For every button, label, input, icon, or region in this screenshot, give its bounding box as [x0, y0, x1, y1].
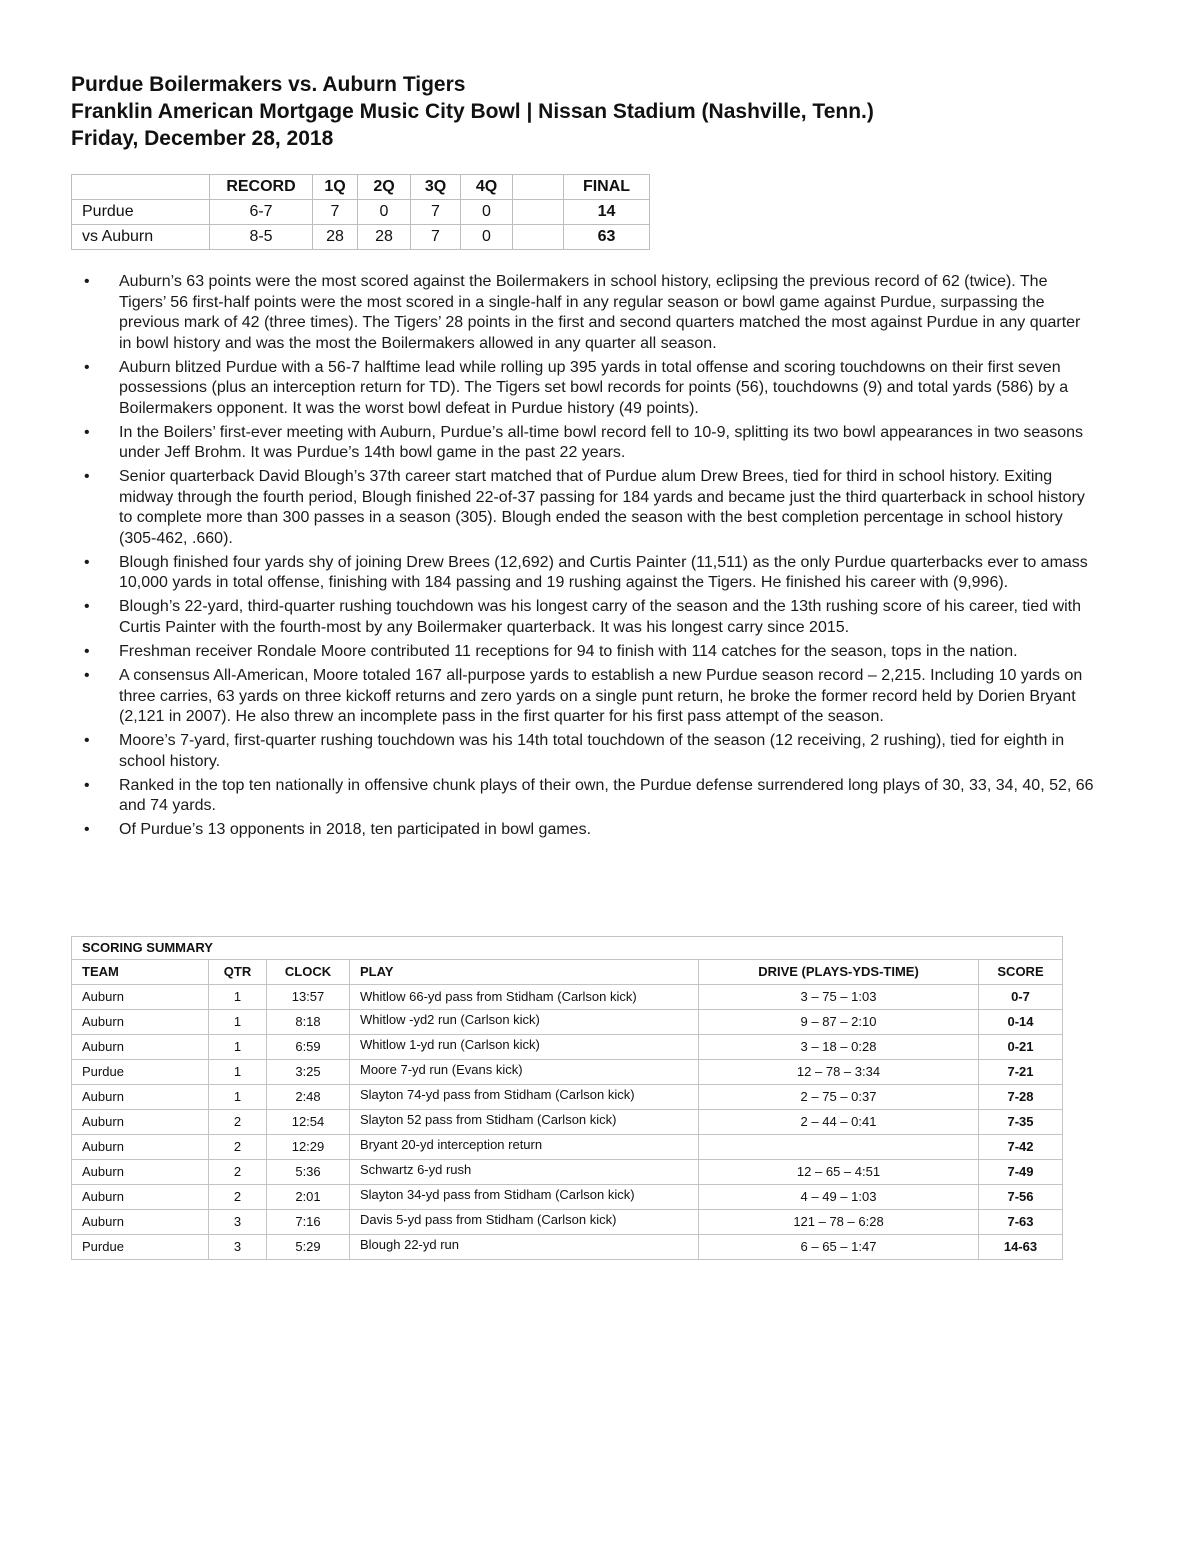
scoring-caption-row — [72, 937, 1063, 960]
scoring-play: Slayton 74-yd pass from Stidham (Carlson kick) — [350, 1085, 699, 1110]
scoring-clock: 5:36 — [267, 1160, 350, 1185]
scoring-team: Auburn — [72, 985, 209, 1010]
scoring-team: Auburn — [72, 1085, 209, 1110]
linescore-header-record: RECORD — [210, 175, 313, 200]
scoring-team: Auburn — [72, 1210, 209, 1235]
scoring-team: Auburn — [72, 1135, 209, 1160]
linescore-header-q1: 1Q — [313, 175, 358, 200]
scoring-clock: 3:25 — [267, 1060, 350, 1085]
note-item — [84, 467, 1096, 549]
table-row — [72, 1235, 1063, 1260]
scoring-drive: 9 – 87 – 2:10 — [699, 1010, 979, 1035]
scoring-play: Schwartz 6-yd rush — [350, 1160, 699, 1185]
scoring-play: Slayton 34-yd pass from Stidham (Carlson kick) — [350, 1185, 699, 1210]
scoring-drive: 4 – 49 – 1:03 — [699, 1185, 979, 1210]
scoring-qtr: 3 — [209, 1210, 267, 1235]
note-item — [84, 553, 1096, 594]
note-item — [84, 642, 1096, 663]
game-date: Friday, December 28, 2018 — [71, 127, 334, 150]
scoring-header-drive: DRIVE (PLAYS-YDS-TIME) — [699, 960, 979, 985]
note-item — [84, 272, 1096, 354]
scoring-clock: 12:54 — [267, 1110, 350, 1135]
linescore-row-auburn — [72, 225, 650, 250]
scoring-qtr: 1 — [209, 1060, 267, 1085]
scoring-clock: 5:29 — [267, 1235, 350, 1260]
note-item — [84, 423, 1096, 464]
scoring-team: Auburn — [72, 1185, 209, 1210]
table-row — [72, 1010, 1063, 1035]
linescore-header-q3: 3Q — [411, 175, 461, 200]
scoring-qtr: 1 — [209, 1010, 267, 1035]
linescore-q2: 0 — [358, 200, 411, 225]
bullet-icon: • — [84, 776, 90, 794]
scoring-score: 14-63 — [979, 1235, 1063, 1260]
scoring-team: Purdue — [72, 1235, 209, 1260]
scoring-header-play: PLAY — [350, 960, 699, 985]
scoring-clock: 6:59 — [267, 1035, 350, 1060]
bullet-icon: • — [84, 821, 90, 839]
scoring-clock: 12:29 — [267, 1135, 350, 1160]
linescore-team: Purdue — [72, 200, 210, 225]
scoring-team: Auburn — [72, 1035, 209, 1060]
scoring-summary-caption: SCORING SUMMARY — [72, 937, 1063, 960]
linescore-spacer — [513, 200, 564, 225]
scoring-score: 7-35 — [979, 1110, 1063, 1135]
linescore-header-q2: 2Q — [358, 175, 411, 200]
scoring-play: Blough 22-yd run — [350, 1235, 699, 1260]
linescore-q3: 7 — [411, 200, 461, 225]
scoring-drive: 12 – 65 – 4:51 — [699, 1160, 979, 1185]
note-text: Moore’s 7-yard, first-quarter rushing touchdown was his 14th total touchdown of the season (12 receiving, 2 rushing), tied for eighth in school history. — [119, 732, 1065, 770]
scoring-team: Auburn — [72, 1160, 209, 1185]
scoring-team: Auburn — [72, 1110, 209, 1135]
linescore-header-spacer — [513, 175, 564, 200]
linescore-header-row — [72, 175, 650, 200]
note-item — [84, 358, 1096, 420]
linescore-header-final: FINAL — [564, 175, 650, 200]
linescore-record: 6-7 — [210, 200, 313, 225]
scoring-play: Whitlow 66-yd pass from Stidham (Carlson kick) — [350, 985, 699, 1010]
linescore-q3: 7 — [411, 225, 461, 250]
scoring-qtr: 2 — [209, 1135, 267, 1160]
bullet-icon: • — [84, 273, 90, 290]
table-row — [72, 1035, 1063, 1060]
scoring-score: 7-42 — [979, 1135, 1063, 1160]
scoring-drive: 3 – 75 – 1:03 — [699, 985, 979, 1010]
bullet-icon: • — [84, 358, 90, 376]
note-text: Freshman receiver Rondale Moore contributed 11 receptions for 94 to finish with 114 catches for the season, tops in the nation. — [119, 643, 1018, 661]
scoring-clock: 2:48 — [267, 1085, 350, 1110]
linescore-q4: 0 — [461, 200, 513, 225]
linescore-spacer — [513, 225, 564, 250]
scoring-clock: 7:16 — [267, 1210, 350, 1235]
scoring-play: Davis 5-yd pass from Stidham (Carlson kick) — [350, 1210, 699, 1235]
scoring-drive — [699, 1135, 979, 1160]
note-item — [84, 776, 1096, 817]
scoring-drive: 2 – 44 – 0:41 — [699, 1110, 979, 1135]
note-text: Blough’s 22-yard, third-quarter rushing touchdown was his longest carry of the season and the 13th rushing score of his career, tied with Curtis Painter with the fourth-most by any Boilermaker quarterback. It was his longest carry since 2015. — [119, 598, 1082, 636]
scoring-header-team: TEAM — [72, 960, 209, 985]
linescore-q4: 0 — [461, 225, 513, 250]
note-item — [84, 820, 1096, 841]
note-text: Auburn blitzed Purdue with a 56-7 halftime lead while rolling up 395 yards in total offense and scoring touchdowns on their first seven possessions (plus an interception return for TD). The Tigers set bowl records for points (56), touchdowns (9) and total yards (586) by a Boilermakers opponent. It was the worst bowl defeat in Purdue history (49 points). — [119, 358, 1069, 417]
table-row — [72, 1185, 1063, 1210]
scoring-qtr: 2 — [209, 1110, 267, 1135]
linescore-final: 14 — [564, 200, 650, 225]
scoring-qtr: 2 — [209, 1185, 267, 1210]
scoring-qtr: 1 — [209, 1085, 267, 1110]
scoring-summary-table — [71, 936, 1063, 1260]
scoring-drive: 2 – 75 – 0:37 — [699, 1085, 979, 1110]
linescore-team: vs Auburn — [72, 225, 210, 250]
scoring-score: 0-14 — [979, 1010, 1063, 1035]
scoring-team: Purdue — [72, 1060, 209, 1085]
scoring-team: Auburn — [72, 1010, 209, 1035]
table-row — [72, 1160, 1063, 1185]
table-row — [72, 1135, 1063, 1160]
scoring-clock: 13:57 — [267, 985, 350, 1010]
scoring-header-clock: CLOCK — [267, 960, 350, 985]
scoring-score: 7-56 — [979, 1185, 1063, 1210]
scoring-drive: 3 – 18 – 0:28 — [699, 1035, 979, 1060]
note-item — [84, 731, 1096, 772]
note-text: Auburn’s 63 points were the most scored against the Boilermakers in school history, eclipsing the previous record of 62 (twice). The Tigers’ 56 first-half points were the most scored in a single-half in any regular season or bowl game against Purdue, surpassing the previous mark of 42 (three times). The Tigers’ 28 points in the first and second quarters matched the most against Purdue in any quarter in bowl history and was the most the Boilermakers allowed in any quarter all season. — [119, 273, 1081, 352]
scoring-score: 7-21 — [979, 1060, 1063, 1085]
scoring-qtr: 1 — [209, 1035, 267, 1060]
scoring-header-row — [72, 960, 1063, 985]
scoring-play: Whitlow -yd2 run (Carlson kick) — [350, 1010, 699, 1035]
table-row — [72, 1085, 1063, 1110]
table-row — [72, 1060, 1063, 1085]
scoring-clock: 8:18 — [267, 1010, 350, 1035]
bullet-icon: • — [84, 732, 90, 750]
note-text: Blough finished four yards shy of joining Drew Brees (12,692) and Curtis Painter (11,511) as the only Purdue quarterbacks ever to amass 10,000 yards in total offense, finishing with 184 passing and 19 rushing against the Tigers. He finished his career with (9,996). — [119, 553, 1088, 592]
note-item — [84, 666, 1096, 728]
scoring-qtr: 2 — [209, 1160, 267, 1185]
table-row — [72, 1210, 1063, 1235]
linescore-header-team — [72, 175, 210, 200]
scoring-score: 7-49 — [979, 1160, 1063, 1185]
scoring-clock: 2:01 — [267, 1185, 350, 1210]
game-notes-list — [84, 272, 1096, 845]
note-text: Senior quarterback David Blough’s 37th career start matched that of Purdue alum Drew Brees, tied for third in school history. Exiting midway through the fourth period, Blough finished 22-of-37 passing for 184 yards and became just the third quarterback in school history to complete more than 300 passes in a season (305). Blough ended the season with the best completion percentage in school history (305-462, .660). — [119, 468, 1085, 547]
linescore-q1: 7 — [313, 200, 358, 225]
linescore-record: 8-5 — [210, 225, 313, 250]
scoring-drive: 121 – 78 – 6:28 — [699, 1210, 979, 1235]
scoring-play: Slayton 52 pass from Stidham (Carlson kick) — [350, 1110, 699, 1135]
note-text: Ranked in the top ten nationally in offensive chunk plays of their own, the Purdue defense surrendered long plays of 30, 33, 34, 40, 52, 66 and 74 yards. — [119, 776, 1094, 815]
bullet-icon: • — [84, 468, 90, 486]
scoring-play: Bryant 20-yd interception return — [350, 1135, 699, 1160]
bullet-icon: • — [84, 598, 90, 616]
note-text: Of Purdue’s 13 opponents in 2018, ten participated in bowl games. — [119, 821, 592, 839]
scoring-score: 0-21 — [979, 1035, 1063, 1060]
linescore-final: 63 — [564, 225, 650, 250]
bullet-icon: • — [84, 643, 90, 661]
matchup-title: Purdue Boilermakers vs. Auburn Tigers — [71, 73, 466, 96]
note-item — [84, 597, 1096, 638]
scoring-score: 0-7 — [979, 985, 1063, 1010]
bullet-icon: • — [84, 667, 90, 685]
scoring-qtr: 1 — [209, 985, 267, 1010]
linescore-row-purdue — [72, 200, 650, 225]
scoring-score: 7-63 — [979, 1210, 1063, 1235]
note-text: A consensus All-American, Moore totaled 167 all-purpose yards to establish a new Purdue season record – 2,215. Including 10 yards on three carries, 63 yards on three kickoff returns and zero yards on a single punt return, he broke the former record held by Dorien Bryant (2,121 in 2007). He also threw an incomplete pass in the first quarter for his first pass attempt of the season. — [119, 667, 1083, 726]
bowl-venue-title: Franklin American Mortgage Music City Bowl | Nissan Stadium (Nashville, Tenn.) — [71, 100, 874, 123]
linescore-q1: 28 — [313, 225, 358, 250]
scoring-score: 7-28 — [979, 1085, 1063, 1110]
linescore-header-q4: 4Q — [461, 175, 513, 200]
scoring-header-qtr: QTR — [209, 960, 267, 985]
note-text: In the Boilers’ first-ever meeting with Auburn, Purdue’s all-time bowl record fell to 10-9, splitting its two bowl appearances in two seasons under Jeff Brohm. It was Purdue’s 14th bowl game in the past 22 years. — [119, 423, 1084, 462]
linescore-q2: 28 — [358, 225, 411, 250]
bullet-icon: • — [84, 423, 90, 441]
scoring-play: Whitlow 1-yd run (Carlson kick) — [350, 1035, 699, 1060]
scoring-drive: 6 – 65 – 1:47 — [699, 1235, 979, 1260]
linescore-table — [71, 174, 650, 250]
scoring-header-score: SCORE — [979, 960, 1063, 985]
game-header — [71, 71, 874, 152]
bullet-icon: • — [84, 553, 90, 571]
scoring-drive: 12 – 78 – 3:34 — [699, 1060, 979, 1085]
scoring-play: Moore 7-yd run (Evans kick) — [350, 1060, 699, 1085]
table-row — [72, 985, 1063, 1010]
scoring-qtr: 3 — [209, 1235, 267, 1260]
table-row — [72, 1110, 1063, 1135]
